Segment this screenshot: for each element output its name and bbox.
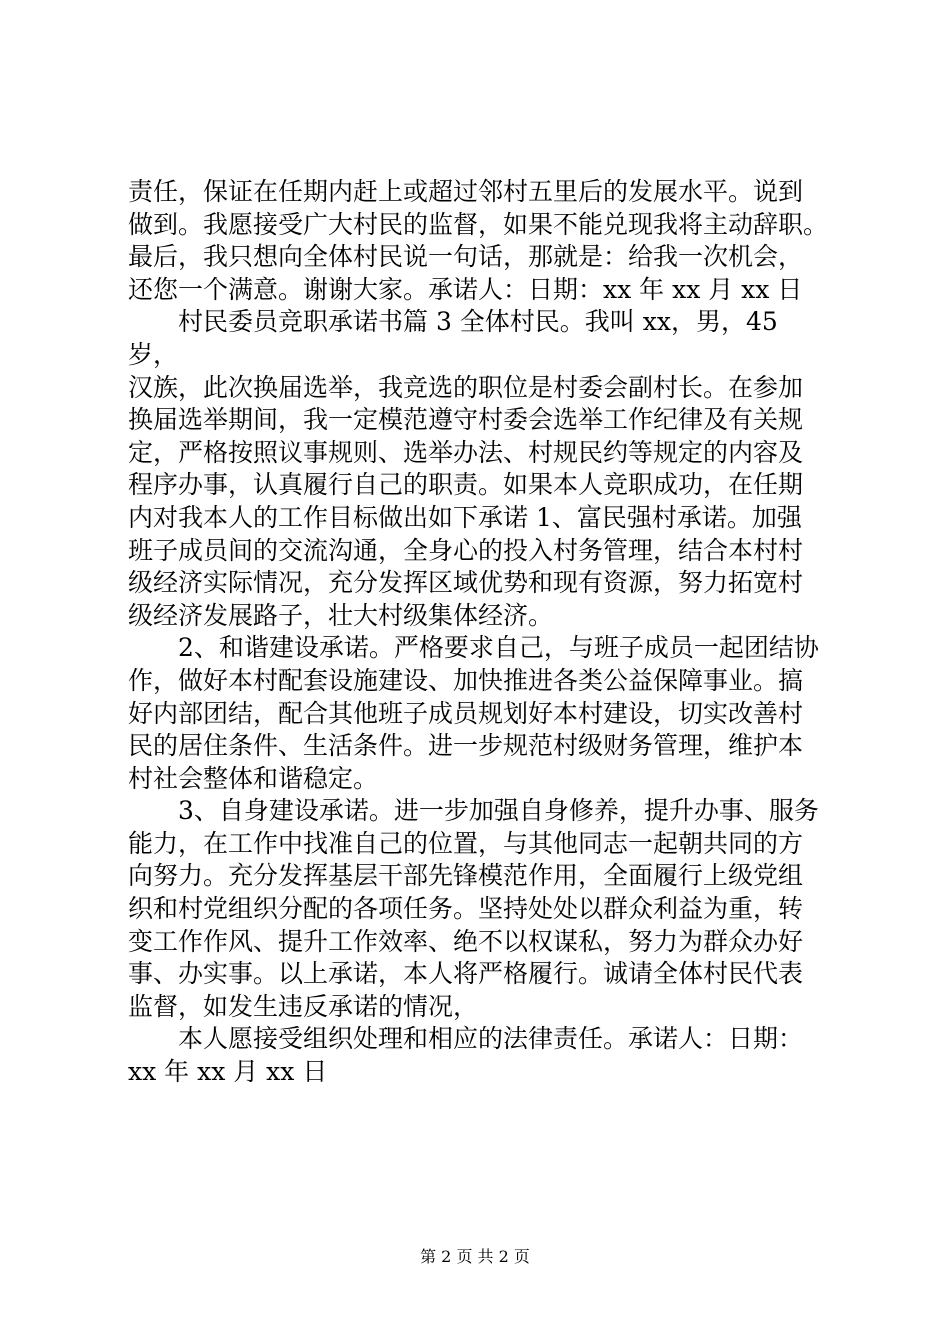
paragraph-line: 好内部团结，配合其他班子成员规划好本村建设，切实改善村 (128, 698, 804, 728)
paragraph-line: 换届选举期间，我一定模范遵守村委会选举工作纪律及有关规 (128, 405, 804, 435)
paragraph-3 (128, 632, 832, 795)
paragraph-line: 监督，如发生违反承诺的情况， (128, 991, 479, 1021)
paragraph-1 (128, 176, 832, 306)
paragraph-4 (128, 795, 832, 1023)
paragraph-line: 最后，我只想向全体村民说一句话，那就是：给我一次机会， (128, 242, 804, 272)
paragraph-line: 级经济实际情况，充分发挥区域优势和现有资源，努力拓宽村 (128, 568, 804, 598)
paragraph-line: 村民委员竞职承诺书篇 3 全体村民。我叫 xx，男，45 岁， (128, 307, 786, 369)
paragraph-line: 级经济发展路子，壮大村级集体经济。 (128, 600, 554, 630)
document-body (128, 176, 832, 1089)
paragraph-line: 内对我本人的工作目标做出如下承诺 1、富民强村承诺。加强 (128, 502, 802, 532)
paragraph-line: 民的居住条件、生活条件。进一步规范村级财务管理，维护本 (128, 731, 804, 761)
paragraph-line: 做到。我愿接受广大村民的监督，如果不能兑现我将主动辞职。 (128, 209, 829, 239)
paragraph-line: 村社会整体和谐稳定。 (128, 763, 379, 793)
page-footer (0, 1247, 950, 1267)
paragraph-line: 本人愿接受组织处理和相应的法律责任。承诺人：日期： (178, 1024, 804, 1054)
paragraph-line: 班子成员间的交流沟通，全身心的投入村务管理，结合本村村 (128, 535, 804, 565)
paragraph-line: 2、和谐建设承诺。严格要求自己，与班子成员一起团结协 (178, 633, 819, 663)
paragraph-2 (128, 306, 832, 632)
paragraph-line: 责任，保证在任期内赶上或超过邻村五里后的发展水平。说到 (128, 177, 804, 206)
paragraph-line: 还您一个满意。谢谢大家。承诺人：日期：xx 年 xx 月 xx 日 (128, 274, 803, 304)
paragraph-line: 汉族，此次换届选举，我竞选的职位是村委会副村长。在参加 (128, 372, 804, 402)
paragraph-line: 变工作作风、提升工作效率、绝不以权谋私，努力为群众办好 (128, 926, 804, 956)
paragraph-5 (128, 1023, 832, 1088)
paragraph-line: 程序办事，认真履行自己的职责。如果本人竞职成功，在任期 (128, 470, 804, 500)
paragraph-line: 织和村党组织分配的各项任务。坚持处处以群众利益为重，转 (128, 894, 804, 924)
paragraph-line: 能力，在工作中找准自己的位置，与其他同志一起朝共同的方 (128, 828, 804, 858)
paragraph-line: 3、自身建设承诺。进一步加强自身修养，提升办事、服务 (178, 796, 819, 826)
paragraph-line: 定，严格按照议事规则、选举办法、村规民约等规定的内容及 (128, 437, 804, 467)
page-number-label: 第 2 页 共 2 页 (420, 1247, 530, 1266)
paragraph-line: 向努力。充分发挥基层干部先锋模范作用，全面履行上级党组 (128, 861, 804, 891)
paragraph-line: 事、办实事。以上承诺，本人将严格履行。诚请全体村民代表 (128, 959, 804, 989)
paragraph-line: 作，做好本村配套设施建设、加快推进各类公益保障事业。搞 (128, 665, 804, 695)
paragraph-line: xx 年 xx 月 xx 日 (128, 1057, 328, 1087)
